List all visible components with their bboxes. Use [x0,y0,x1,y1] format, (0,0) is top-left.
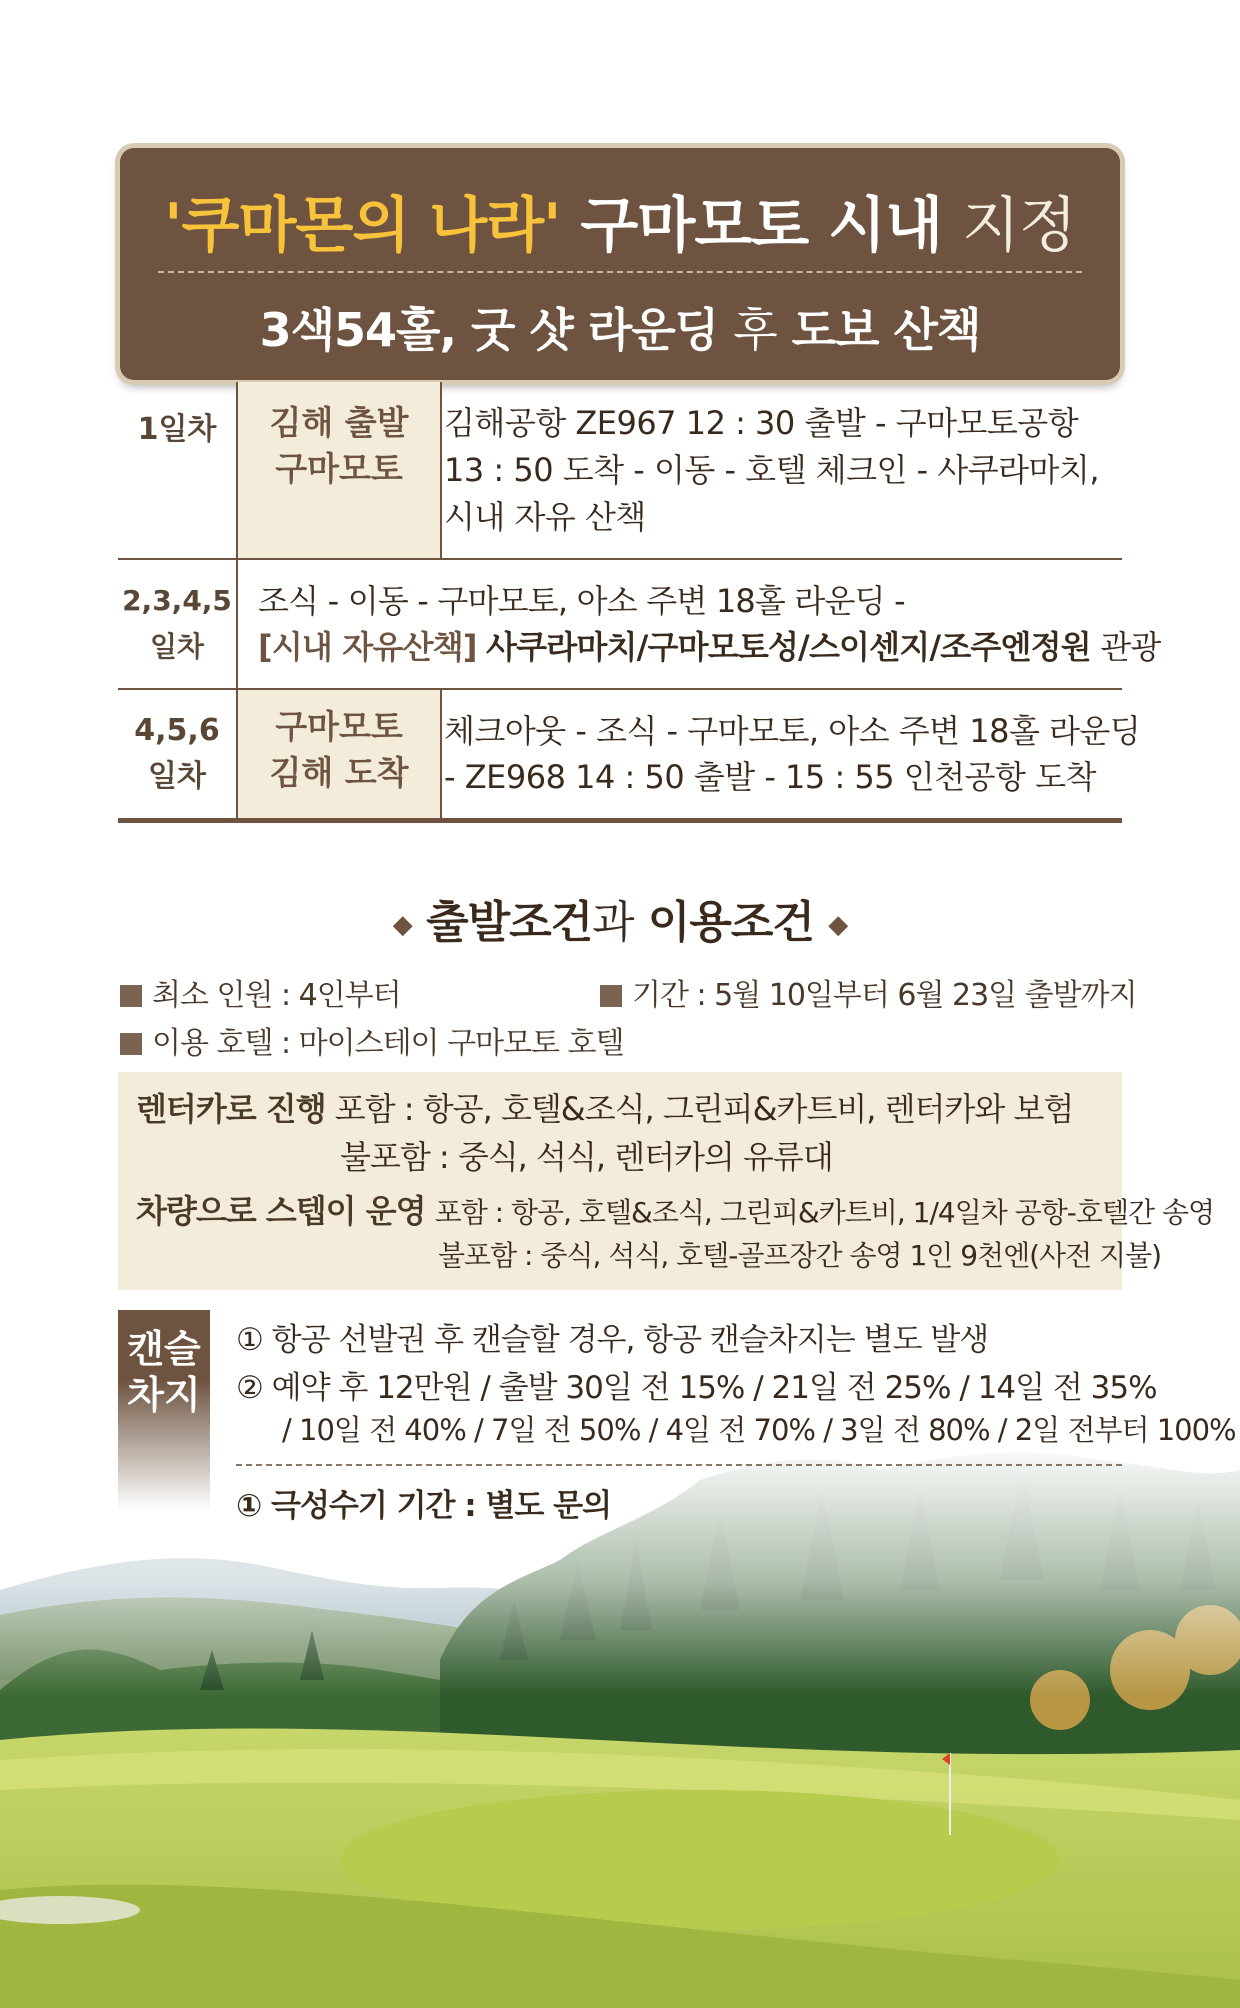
itinerary-day: 1일차 [137,412,217,447]
rental-b-excl: 불포함 : 중식, 석식, 호텔-골프장간 송영 1인 9천엔(사전 지불) [438,1239,1162,1272]
period-info [600,970,1137,1014]
itinerary-desc [258,578,1161,670]
itinerary-table [118,382,1161,823]
header-subtitle-end: 도보 산책 [791,303,981,357]
peak-season-note: ① 극성수기 기간 : 별도 문의 [236,1488,612,1524]
itinerary-desc [444,708,1141,800]
itinerary-divider [236,560,238,688]
itinerary-row-day2-5 [118,560,1161,690]
header-title [120,178,1120,264]
cancel-item-1: ① 항공 선발권 후 캔슬할 경우, 항공 캔슬차지는 별도 발생 [236,1322,989,1358]
itinerary-day-line: 2,3,4,5 [122,584,232,617]
itinerary-city-line: 김해 도착 [269,753,409,792]
conditions-title-b: 이용조건 [647,897,814,948]
conditions-title-a: 출발조건 [426,897,593,948]
cancel-divider [236,1464,1122,1466]
sightseeing-suffix: 관광 [1100,628,1161,666]
itinerary-desc-line: 조식 - 이동 - 구마모토, 아소 주변 18홀 라운딩 - [258,582,905,620]
hotel-info [120,1018,624,1062]
itinerary-day [118,560,236,688]
square-bullet-icon [120,985,142,1007]
header-subtitle-main: 3색54홀, 굿 샷 라운딩 [259,303,719,357]
rental-a-incl: 포함 : 항공, 호텔&조식, 그린피&카트비, 렌터카와 보험 [334,1090,1074,1128]
itinerary-day [118,690,236,818]
itinerary-city [236,690,442,818]
itinerary-city-line: 김해 출발 [269,403,409,442]
min-people-text: 최소 인원 : 4인부터 [152,978,401,1013]
cancel-item-2-line2: / 10일 전 40% / 7일 전 50% / 4일 전 70% / 3일 전 80% / 2일 전부터 100% [282,1413,1236,1447]
conditions-title [0,886,1240,950]
header-banner [120,148,1120,380]
diamond-icon: ◆ [828,910,848,940]
itinerary-day-line: 일차 [148,759,206,794]
rental-a-incl-line [136,1084,1073,1130]
itinerary-row-day1 [118,382,1122,560]
sightseeing-spots: 사쿠라마치/구마모토성/스이센지/조주엔정원 [486,628,1091,666]
golf-course-photo [0,1440,1240,2008]
cancel-charge-tag [118,1310,210,1510]
header-title-suffix: 지정 [961,191,1076,261]
cancel-tag-line1: 캔슬 [127,1327,201,1371]
itinerary-city-line: 구마모토 [275,707,403,746]
cancel-tag-line2: 차지 [127,1373,201,1417]
itinerary-day-line: 4,5,6 [134,713,220,748]
diamond-icon: ◆ [392,910,412,940]
itinerary-desc-line [258,624,1161,670]
rental-options-box [118,1072,1215,1290]
square-bullet-icon [120,1033,142,1055]
hotel-text: 이용 호텔 : 마이스테이 구마모토 호텔 [152,1026,624,1061]
rental-a-excl: 불포함 : 중식, 석식, 렌터카의 유류대 [340,1138,833,1176]
rental-b-incl-line [136,1186,1214,1232]
cancel-item-2-line1: ② 예약 후 12만원 / 출발 30일 전 15% / 21일 전 25% / 14일 전 35% [236,1370,1157,1406]
header-divider [158,271,1082,273]
itinerary-desc [444,400,1122,541]
itinerary-desc-line: 체크아웃 - 조식 - 구마모토, 아소 주변 18홀 라운딩 [444,712,1141,750]
rental-a-label: 렌터카로 진행 [136,1090,326,1128]
itinerary-city-line: 구마모토 [275,449,403,488]
header-title-main: 구마모토 시내 [580,191,943,261]
itinerary-city [236,382,442,558]
itinerary-desc-line: - ZE968 14 : 50 출발 - 15 : 55 인천공항 도착 [444,758,1096,796]
itinerary-day-line: 일차 [149,630,205,663]
header-subtitle-mid: 후 [733,303,777,357]
rental-b-label: 차량으로 스텝이 운영 [136,1192,426,1230]
square-bullet-icon [600,985,622,1007]
itinerary-row-last [118,690,1141,823]
itinerary-desc-line: 김해공항 ZE967 12 : 30 출발 - 구마모토공항 [444,404,1079,442]
conditions-title-join: 과 [592,897,634,948]
itinerary-desc-line: 시내 자유 산책 [444,498,646,536]
header-subtitle [120,294,1120,360]
header-title-quote: '쿠마몬의 나라' [164,191,561,261]
min-people-info [120,970,401,1014]
itinerary-desc-line: 13 : 50 도착 - 이동 - 호텔 체크인 - 사쿠라마치, [444,451,1100,489]
rental-b-incl: 포함 : 항공, 호텔&조식, 그린피&카트비, 1/4일차 공항-호텔간 송영 [434,1196,1215,1229]
free-walk-tag: [시내 자유산책] [258,628,477,666]
period-text: 기간 : 5월 10일부터 6월 23일 출발까지 [632,978,1137,1013]
